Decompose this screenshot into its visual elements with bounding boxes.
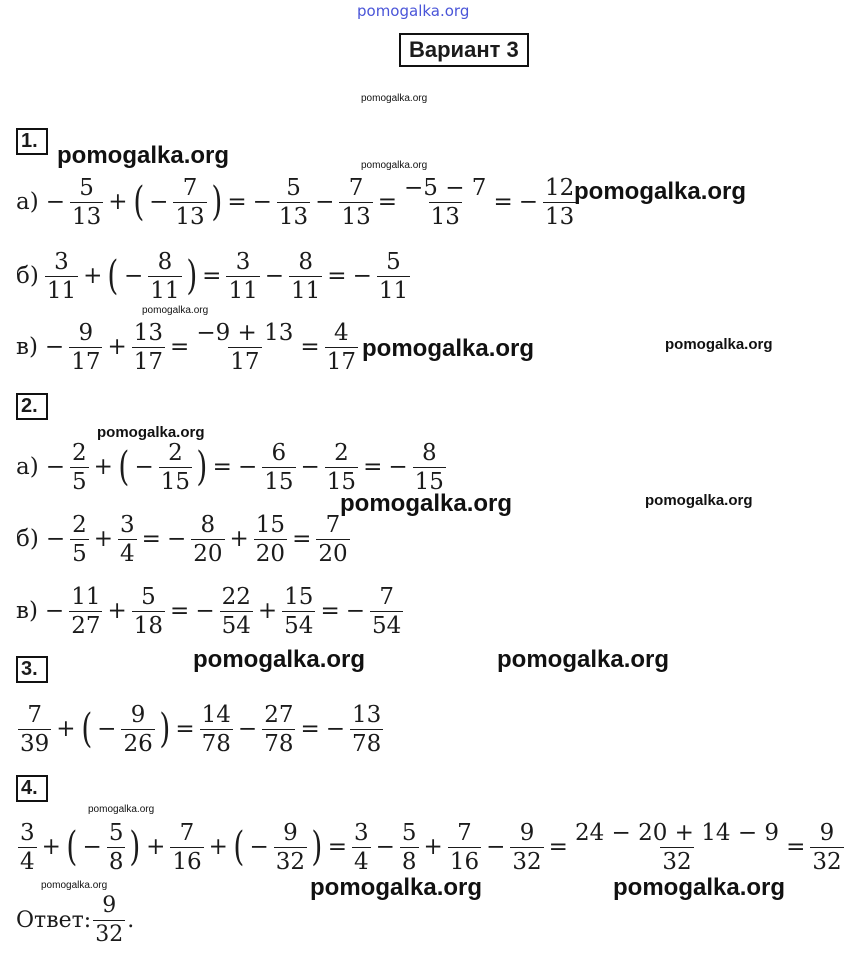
numerator: 9 xyxy=(519,819,535,846)
numerator: 7 xyxy=(27,701,42,728)
denominator: 32 xyxy=(512,848,542,875)
numerator: 27 xyxy=(264,701,294,728)
operator: − xyxy=(82,834,102,860)
operator: − xyxy=(375,834,395,860)
numerator: 2 xyxy=(71,439,87,466)
equation-line-3 xyxy=(16,697,385,761)
task-number-3: 3. xyxy=(16,656,48,683)
denominator: 5 xyxy=(72,540,87,567)
operator: = xyxy=(493,189,513,215)
numerator: 7 xyxy=(457,819,472,846)
fraction xyxy=(810,819,843,876)
parenthesis: ( xyxy=(132,179,144,225)
fraction xyxy=(173,174,206,231)
fraction xyxy=(191,511,224,568)
denominator: 15 xyxy=(264,468,294,495)
fraction xyxy=(282,583,315,640)
item-label: в) xyxy=(16,598,38,624)
fraction xyxy=(510,819,543,876)
numerator: 12 xyxy=(545,174,575,201)
operator: + xyxy=(257,598,278,624)
equation-line-2a xyxy=(16,435,448,499)
numerator: 5 xyxy=(141,583,156,610)
fraction xyxy=(254,511,287,568)
operator: + xyxy=(93,454,113,480)
operator: + xyxy=(423,834,443,860)
task-number-2: 2. xyxy=(16,393,48,420)
operator: + xyxy=(93,526,114,552)
fraction xyxy=(316,511,349,568)
numerator: 9 xyxy=(819,819,835,846)
denominator: 17 xyxy=(230,348,260,375)
numerator: 5 xyxy=(401,819,417,846)
numerator: 2 xyxy=(72,511,87,538)
fraction xyxy=(400,819,419,876)
parenthesis: ( xyxy=(80,706,92,752)
fraction xyxy=(377,248,410,305)
fraction xyxy=(194,319,295,376)
operator: − xyxy=(388,454,408,480)
numerator: 6 xyxy=(271,439,287,466)
numerator: 3 xyxy=(235,248,251,275)
denominator: 13 xyxy=(341,203,371,230)
operator: − xyxy=(149,189,169,215)
operator: − xyxy=(45,189,65,215)
operator: = xyxy=(320,598,340,624)
operator: + xyxy=(108,189,128,215)
operator: = xyxy=(300,716,320,742)
denominator: 54 xyxy=(284,612,314,639)
denominator: 78 xyxy=(352,730,382,757)
numerator: 15 xyxy=(284,583,314,610)
denominator: 11 xyxy=(228,277,258,304)
numerator: 2 xyxy=(168,439,183,466)
fraction xyxy=(370,583,403,640)
denominator: 13 xyxy=(278,203,309,230)
fraction xyxy=(573,819,781,876)
item-label: б) xyxy=(16,263,39,289)
numerator: 3 xyxy=(353,819,369,846)
numerator: 8 xyxy=(298,248,313,275)
denominator: 15 xyxy=(414,468,444,495)
operator: + xyxy=(229,526,249,552)
numerator: 4 xyxy=(334,319,349,346)
fraction xyxy=(70,439,89,496)
watermark-large: pomogalka.org xyxy=(310,874,483,901)
denominator: 11 xyxy=(378,277,409,304)
fraction xyxy=(543,174,576,231)
item-label: б) xyxy=(16,526,39,552)
fraction xyxy=(274,819,307,876)
numerator: 14 xyxy=(201,701,231,728)
numerator: 8 xyxy=(157,248,173,275)
answer xyxy=(16,885,134,955)
operator: = xyxy=(212,454,232,480)
denominator: 78 xyxy=(201,730,231,757)
numerator: 7 xyxy=(182,174,198,201)
equation-line-1c xyxy=(16,315,360,379)
watermark-medium: pomogalka.org xyxy=(97,424,205,441)
operator: + xyxy=(107,598,127,624)
operator: = xyxy=(363,454,383,480)
parenthesis: ( xyxy=(118,444,130,490)
operator: = xyxy=(202,263,222,289)
fraction xyxy=(352,819,371,876)
fraction xyxy=(226,248,259,305)
denominator: 32 xyxy=(812,848,842,875)
fraction xyxy=(220,583,253,640)
watermark-small: pomogalka.org xyxy=(361,160,428,171)
denominator: 54 xyxy=(372,612,402,639)
operator: = xyxy=(548,834,568,860)
numerator: 3 xyxy=(20,819,35,846)
operator: − xyxy=(518,189,538,215)
numerator: 22 xyxy=(221,583,251,610)
fraction xyxy=(350,701,383,758)
operator: − xyxy=(345,598,366,624)
watermark-large: pomogalka.org xyxy=(497,646,670,673)
watermark-small: pomogalka.org xyxy=(142,305,209,316)
fraction xyxy=(148,248,181,305)
operator: − xyxy=(300,454,320,480)
answer-denominator: 32 xyxy=(95,921,124,947)
parenthesis: ( xyxy=(66,824,78,870)
operator: − xyxy=(97,716,117,742)
operator: − xyxy=(264,263,285,289)
denominator: 39 xyxy=(20,730,50,757)
equation-line-2b xyxy=(16,507,352,571)
denominator: 20 xyxy=(193,540,223,567)
watermark-large: pomogalka.org xyxy=(362,335,535,362)
answer-numerator: 9 xyxy=(102,892,117,918)
watermark-large: pomogalka.org xyxy=(613,874,786,901)
denominator: 11 xyxy=(291,277,321,304)
numerator: 15 xyxy=(255,511,286,538)
numerator: 8 xyxy=(200,511,216,538)
operator: − xyxy=(44,598,65,624)
numerator: 9 xyxy=(130,701,146,728)
operator: − xyxy=(195,598,215,624)
operator: + xyxy=(146,834,166,860)
numerator: 9 xyxy=(283,819,298,846)
denominator: 13 xyxy=(71,203,102,230)
denominator: 18 xyxy=(133,612,164,639)
denominator: 16 xyxy=(449,848,480,875)
fraction xyxy=(69,319,102,376)
denominator: 4 xyxy=(353,848,369,875)
fraction xyxy=(70,174,103,231)
numerator: 7 xyxy=(325,511,341,538)
denominator: 26 xyxy=(123,730,153,757)
operator: = xyxy=(377,189,397,215)
variant-title: Вариант 3 xyxy=(399,33,529,67)
fraction xyxy=(413,439,446,496)
fraction xyxy=(121,701,154,758)
fraction xyxy=(159,439,192,496)
equation-line-1a xyxy=(16,170,578,234)
denominator: 13 xyxy=(545,203,575,230)
operator: + xyxy=(107,334,127,360)
operator: − xyxy=(249,834,269,860)
operator: − xyxy=(237,454,258,480)
operator: − xyxy=(124,263,144,289)
operator: = xyxy=(227,189,247,215)
fraction xyxy=(170,819,203,876)
item-label: а) xyxy=(16,189,39,215)
watermark-large: pomogalka.org xyxy=(193,646,366,673)
denominator: 20 xyxy=(318,540,348,567)
parenthesis: ) xyxy=(129,824,141,870)
operator: = xyxy=(292,526,312,552)
watermark-top: pomogalka.org xyxy=(357,2,470,20)
operator: = xyxy=(300,334,320,360)
operator: = xyxy=(170,334,190,360)
operator: − xyxy=(325,716,346,742)
numerator: 7 xyxy=(379,583,394,610)
watermark-small: pomogalka.org xyxy=(88,804,155,815)
numerator: 3 xyxy=(54,248,69,275)
numerator: −9 + 13 xyxy=(196,319,294,346)
watermark-small: pomogalka.org xyxy=(41,880,108,891)
operator: − xyxy=(166,526,187,552)
denominator: 16 xyxy=(172,848,202,875)
fraction xyxy=(289,248,322,305)
parenthesis: ) xyxy=(311,824,323,870)
operator: + xyxy=(83,263,103,289)
operator: − xyxy=(44,334,65,360)
fraction xyxy=(402,174,488,231)
numerator: 5 xyxy=(386,248,401,275)
denominator: 11 xyxy=(46,277,77,304)
denominator: 32 xyxy=(662,848,692,875)
denominator: 20 xyxy=(255,540,286,567)
fraction xyxy=(18,701,51,758)
task-number-4: 4. xyxy=(16,775,48,802)
item-label: в) xyxy=(16,334,38,360)
task-number-1: 1. xyxy=(16,128,48,155)
fraction xyxy=(118,511,137,568)
denominator: 8 xyxy=(108,848,124,875)
parenthesis: ( xyxy=(107,253,119,299)
watermark-small: pomogalka.org xyxy=(361,93,428,104)
watermark-large: pomogalka.org xyxy=(340,490,513,517)
numerator: −5 − 7 xyxy=(404,174,487,201)
equation-line-2c xyxy=(16,579,405,643)
numerator: 13 xyxy=(133,319,164,346)
parenthesis: ) xyxy=(159,706,171,752)
numerator: 7 xyxy=(348,174,364,201)
denominator: 54 xyxy=(221,612,251,639)
operator: = xyxy=(786,834,806,860)
fraction xyxy=(448,819,481,876)
operator: − xyxy=(45,526,66,552)
fraction xyxy=(132,583,165,640)
operator: − xyxy=(352,263,372,289)
answer-fraction xyxy=(93,892,125,949)
operator: − xyxy=(315,189,335,215)
operator: = xyxy=(327,834,347,860)
fraction xyxy=(339,174,372,231)
fraction xyxy=(45,248,78,305)
fraction xyxy=(70,511,89,568)
numerator: 7 xyxy=(179,819,195,846)
fraction xyxy=(107,819,126,876)
denominator: 5 xyxy=(71,468,87,495)
operator: = xyxy=(141,526,161,552)
fraction xyxy=(69,583,102,640)
denominator: 27 xyxy=(71,612,101,639)
parenthesis: ) xyxy=(211,179,222,225)
answer-suffix: . xyxy=(127,907,135,933)
denominator: 8 xyxy=(401,848,417,875)
operator: − xyxy=(252,189,272,215)
fraction xyxy=(262,701,295,758)
numerator: 5 xyxy=(79,174,94,201)
denominator: 15 xyxy=(326,468,357,495)
watermark-medium: pomogalka.org xyxy=(645,492,753,509)
equation-line-1b xyxy=(16,244,412,308)
fraction xyxy=(200,701,233,758)
watermark-medium: pomogalka.org xyxy=(665,336,773,353)
operator: − xyxy=(45,454,65,480)
numerator: 5 xyxy=(286,174,301,201)
denominator: 17 xyxy=(133,348,164,375)
operator: + xyxy=(56,716,76,742)
numerator: 5 xyxy=(108,819,124,846)
operator: = xyxy=(175,716,195,742)
numerator: 9 xyxy=(78,319,94,346)
parenthesis: ) xyxy=(196,444,208,490)
watermark-large: pomogalka.org xyxy=(574,178,747,205)
fraction xyxy=(325,439,358,496)
parenthesis: ) xyxy=(185,253,197,299)
denominator: 11 xyxy=(150,277,180,304)
fraction xyxy=(277,174,310,231)
answer-label: Ответ: xyxy=(16,907,92,933)
operator: − xyxy=(237,716,258,742)
numerator: 2 xyxy=(334,439,349,466)
denominator: 17 xyxy=(326,348,356,375)
operator: = xyxy=(170,598,190,624)
denominator: 13 xyxy=(430,203,460,230)
numerator: 11 xyxy=(71,583,101,610)
operator: + xyxy=(41,834,61,860)
fraction xyxy=(262,439,295,496)
denominator: 17 xyxy=(71,348,101,375)
item-label: а) xyxy=(16,454,39,480)
operator: − xyxy=(486,834,506,860)
denominator: 4 xyxy=(120,540,135,567)
watermark-large: pomogalka.org xyxy=(57,142,230,169)
fraction xyxy=(18,819,37,876)
denominator: 15 xyxy=(160,468,191,495)
fraction xyxy=(325,319,358,376)
denominator: 78 xyxy=(264,730,294,757)
numerator: 8 xyxy=(421,439,437,466)
denominator: 32 xyxy=(275,848,306,875)
numerator: 24 − 20 + 14 − 9 xyxy=(574,819,780,846)
numerator: 13 xyxy=(352,701,382,728)
parenthesis: ( xyxy=(233,824,245,870)
operator: + xyxy=(208,834,228,860)
operator: = xyxy=(327,263,347,289)
denominator: 13 xyxy=(175,203,205,230)
equation-line-4 xyxy=(16,815,846,879)
denominator: 4 xyxy=(20,848,35,875)
operator: − xyxy=(134,454,154,480)
numerator: 3 xyxy=(120,511,135,538)
fraction xyxy=(132,319,165,376)
